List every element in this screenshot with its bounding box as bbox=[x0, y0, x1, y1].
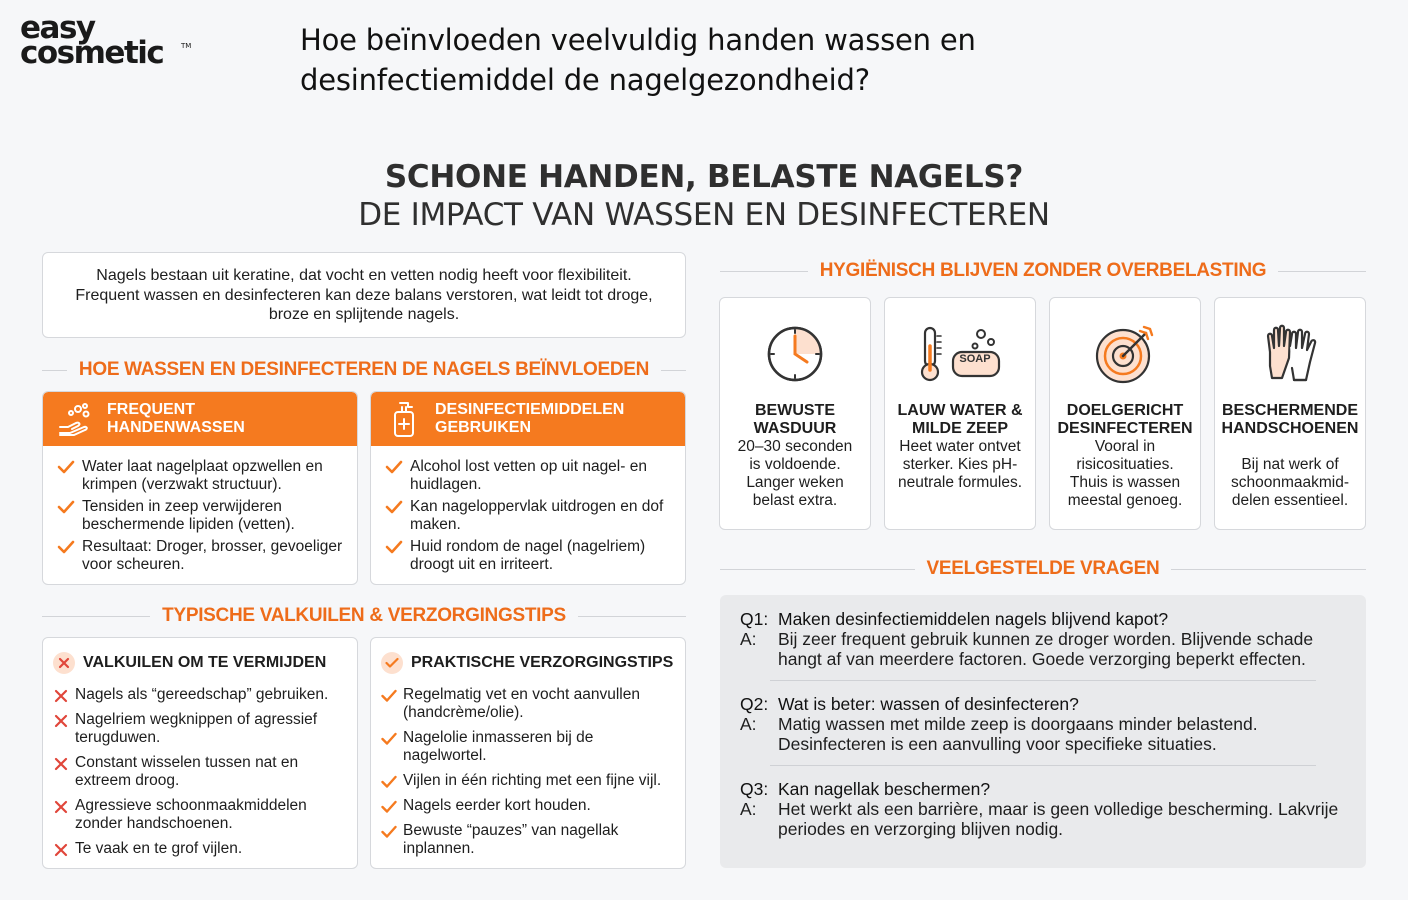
faq-answer-key: A: bbox=[740, 799, 757, 819]
title-line-1: SCHONE HANDEN, BELASTE NAGELS? bbox=[384, 159, 1024, 195]
washing-box-header bbox=[43, 392, 357, 446]
list-item bbox=[381, 772, 675, 790]
check-icon bbox=[385, 499, 403, 515]
list-item bbox=[53, 686, 347, 704]
list-item bbox=[57, 498, 345, 534]
hygiene-card-text: Heet water ontvet sterker. Kies pH-neutrale formules. bbox=[897, 438, 1023, 491]
divider bbox=[42, 370, 67, 371]
check-circle-icon bbox=[381, 652, 403, 674]
list-item-text: Nagelriem wegknippen of agressief terugduwen. bbox=[75, 711, 318, 746]
logo-line-2: cosmetic bbox=[20, 35, 164, 72]
divider bbox=[42, 616, 150, 617]
hygiene-card-water-soap bbox=[884, 297, 1036, 530]
list-item-text: Nagels als “gereedschap” gebruiken. bbox=[75, 686, 329, 703]
washing-box bbox=[42, 391, 358, 585]
soap-badge: SOAP bbox=[959, 353, 991, 365]
cross-icon bbox=[53, 713, 69, 729]
hygiene-card-title: LAUW WATER & MILDE ZEEP bbox=[897, 402, 1023, 437]
list-item bbox=[53, 797, 347, 833]
list-item bbox=[385, 458, 673, 494]
disinfect-list bbox=[371, 446, 685, 574]
hygiene-card-text: Bij nat werk of schoonmaakmid-delen essentieel. bbox=[1230, 456, 1350, 509]
check-icon bbox=[57, 459, 75, 475]
list-item bbox=[57, 538, 345, 574]
brand-logo bbox=[20, 10, 192, 72]
faq-question-key: Q3: bbox=[740, 779, 769, 799]
faq-answer: Bij zeer frequent gebruik kunnen ze droger worden. Blijvende schade hangt af van meerdere factoren. Goede verzorging beperkt effecten. bbox=[778, 629, 1314, 669]
pitfalls-box bbox=[42, 637, 358, 869]
hygiene-card-targeted-disinfect bbox=[1049, 297, 1201, 530]
list-item-text: Nagels eerder kort houden. bbox=[403, 797, 591, 814]
effects-heading-label: HOE WASSEN EN DESINFECTEREN DE NAGELS BEÏNVLOEDEN bbox=[78, 359, 650, 380]
hygiene-heading bbox=[720, 260, 1366, 282]
list-item-text: Bewuste “pauzes” van nagellak inplannen. bbox=[403, 822, 619, 857]
list-item-text: Kan nageloppervlak uitdrogen en dof maken. bbox=[410, 498, 664, 533]
hygiene-card-text: Vooral in risicosituaties. Thuis is wassen meestal genoeg. bbox=[1067, 438, 1183, 509]
target-icon bbox=[1050, 322, 1200, 386]
tips-box-header bbox=[381, 652, 675, 674]
faq-question: Wat is beter: wassen of desinfecteren? bbox=[778, 694, 1079, 714]
washing-list bbox=[43, 446, 357, 574]
faq-answer: Matig wassen met milde zeep is doorgaans minder belastend. Desinfecteren is een aanvulling voor specifieke situaties. bbox=[778, 714, 1258, 754]
check-icon bbox=[57, 539, 75, 555]
page-title bbox=[0, 158, 1408, 234]
title-line-2: DE IMPACT VAN WASSEN EN DESINFECTEREN bbox=[358, 197, 1050, 233]
hygiene-heading-label: HYGIËNISCH BLIJVEN ZONDER OVERBELASTING bbox=[819, 260, 1267, 281]
disinfect-box bbox=[370, 391, 686, 585]
list-item-text: Alcohol lost vetten op uit nagel- en huidlagen. bbox=[410, 458, 647, 493]
list-item-text: Resultaat: Droger, brosser, gevoeliger voor scheuren. bbox=[82, 538, 343, 573]
faq-item bbox=[740, 779, 1346, 839]
faq-box bbox=[720, 595, 1366, 868]
list-item-text: Nagelolie inmasseren bij de nagelwortel. bbox=[403, 729, 594, 764]
divider bbox=[770, 680, 1316, 681]
faq-question: Kan nagellak beschermen? bbox=[778, 779, 991, 799]
faq-question-key: Q1: bbox=[740, 609, 769, 629]
hygiene-card-title: DOELGERICHT DESINFECTEREN bbox=[1057, 402, 1193, 437]
list-item bbox=[57, 458, 345, 494]
list-item bbox=[53, 711, 347, 747]
faq-question: Maken desinfectiemiddelen nagels blijvend kapot? bbox=[778, 609, 1169, 629]
list-item-text: Vijlen in één richting met een fijne vijl. bbox=[403, 772, 662, 789]
effects-heading bbox=[42, 359, 686, 381]
tips-box bbox=[370, 637, 686, 869]
clock-icon bbox=[720, 322, 870, 386]
check-icon bbox=[381, 824, 397, 840]
check-icon bbox=[381, 774, 397, 790]
list-item bbox=[385, 498, 673, 534]
faq-answer-key: A: bbox=[740, 629, 757, 649]
logo-trademark: TM bbox=[181, 42, 192, 50]
tips-box-title: PRAKTISCHE VERZORGINGSTIPS bbox=[411, 654, 674, 671]
check-icon bbox=[381, 731, 397, 747]
hygiene-card-wash-duration bbox=[719, 297, 871, 530]
list-item-text: Constant wisselen tussen nat en extreem droog. bbox=[75, 754, 299, 789]
pitfalls-heading bbox=[42, 605, 686, 627]
tips-list bbox=[381, 686, 675, 858]
logo-line-1: easy bbox=[20, 10, 95, 46]
hygiene-card-title: BEWUSTE WASDUUR bbox=[753, 402, 837, 437]
handwash-icon bbox=[55, 398, 97, 440]
check-icon bbox=[381, 799, 397, 815]
disinfect-box-title: DESINFECTIEMIDDELEN GEBRUIKEN bbox=[435, 401, 625, 436]
hygiene-card-text: 20–30 seconden is voldoende. Langer weken belast extra. bbox=[737, 438, 853, 509]
disinfect-box-header bbox=[371, 392, 685, 446]
list-item bbox=[381, 686, 675, 722]
list-item-text: Water laat nagelplaat opzwellen en krimpen (verzwakt structuur). bbox=[82, 458, 323, 493]
list-item-text: Regelmatig vet en vocht aanvullen (handcrème/olie). bbox=[403, 686, 640, 721]
divider bbox=[578, 616, 686, 617]
page-question: Hoe beïnvloeden veelvuldig handen wassen en desinfectiemiddel de nagelgezondheid? bbox=[300, 23, 976, 97]
list-item bbox=[53, 840, 347, 858]
washing-box-title: FREQUENT HANDENWASSEN bbox=[107, 401, 245, 436]
divider bbox=[720, 271, 808, 272]
intro-text: Nagels bestaan uit keratine, dat vocht en vetten nodig heeft voor flexibiliteit. Frequent wassen en desinfecteren kan deze balans verstoren, wat leidt tot droge, broze en splijtende nagels. bbox=[42, 252, 686, 338]
pitfalls-list bbox=[53, 686, 347, 858]
cross-circle-icon bbox=[53, 652, 75, 674]
pitfalls-box-header bbox=[53, 652, 347, 674]
list-item-text: Agressieve schoonmaakmiddelen zonder handschoenen. bbox=[75, 797, 307, 832]
list-item bbox=[381, 729, 675, 765]
faq-answer-key: A: bbox=[740, 714, 757, 734]
list-item bbox=[53, 754, 347, 790]
divider bbox=[770, 765, 1316, 766]
hygiene-card-gloves bbox=[1214, 297, 1366, 530]
cross-icon bbox=[53, 756, 69, 772]
sanitizer-bottle-icon bbox=[383, 398, 425, 440]
thermometer-soap-icon bbox=[885, 322, 1035, 386]
divider bbox=[1278, 271, 1366, 272]
list-item-text: Tensiden in zeep verwijderen beschermende lipiden (vetten). bbox=[82, 498, 295, 533]
cross-icon bbox=[53, 799, 69, 815]
divider bbox=[720, 569, 915, 570]
faq-item bbox=[740, 694, 1346, 754]
divider bbox=[661, 370, 686, 371]
list-item bbox=[385, 538, 673, 574]
faq-answer: Het werkt als een barrière, maar is geen volledige bescherming. Lakvrije periodes en verzorging blijven nodig. bbox=[778, 799, 1339, 839]
list-item bbox=[381, 797, 675, 815]
gloves-icon bbox=[1215, 322, 1365, 386]
faq-heading-label: VEELGESTELDE VRAGEN bbox=[926, 558, 1160, 579]
faq-item bbox=[740, 609, 1346, 669]
list-item-text: Te vaak en te grof vijlen. bbox=[75, 840, 243, 857]
list-item bbox=[381, 822, 675, 858]
divider bbox=[1171, 569, 1366, 570]
check-icon bbox=[381, 688, 397, 704]
pitfalls-box-title: VALKUILEN OM TE VERMIJDEN bbox=[83, 654, 327, 671]
check-icon bbox=[57, 499, 75, 515]
pitfalls-heading-label: TYPISCHE VALKUILEN & VERZORGINGSTIPS bbox=[162, 605, 566, 626]
cross-icon bbox=[53, 688, 69, 704]
faq-heading bbox=[720, 558, 1366, 580]
hygiene-card-title: BESCHERMENDE HANDSCHOENEN bbox=[1221, 402, 1359, 437]
faq-question-key: Q2: bbox=[740, 694, 769, 714]
check-icon bbox=[385, 459, 403, 475]
cross-icon bbox=[53, 842, 69, 858]
check-icon bbox=[385, 539, 403, 555]
list-item-text: Huid rondom de nagel (nagelriem) droogt uit en irriteert. bbox=[410, 538, 646, 573]
